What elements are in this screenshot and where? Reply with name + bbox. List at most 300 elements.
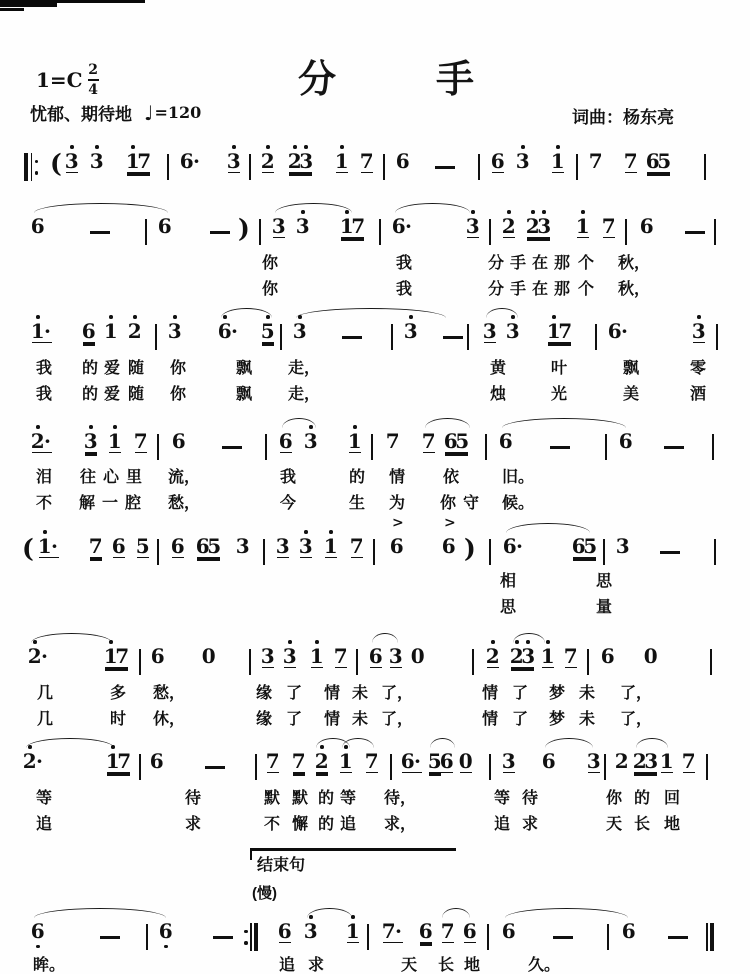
note-digits <box>542 640 554 668</box>
note-digits <box>181 145 201 172</box>
lyric-syllable: 你 <box>170 360 187 377</box>
slur-arc <box>275 203 352 213</box>
lyric-syllable: 走， <box>288 386 321 403</box>
key-label: 1=C <box>36 67 83 92</box>
note-digits <box>441 745 453 773</box>
note-digits <box>609 315 629 342</box>
note-token <box>517 145 529 172</box>
note-digits <box>262 315 274 343</box>
note-digit <box>325 530 337 557</box>
lyric-syllable: 泪 <box>36 469 53 486</box>
lyric-syllable: 在 <box>532 255 549 272</box>
digit-glyph: 1 <box>30 318 45 343</box>
note-token <box>197 530 220 558</box>
note-digits <box>487 640 499 668</box>
lyric-syllable: 追 <box>279 957 296 974</box>
note-digit <box>24 745 36 772</box>
digit-glyph: 3 <box>298 533 313 558</box>
note-digits <box>412 640 424 667</box>
note-digits <box>159 210 171 237</box>
note-token <box>511 640 534 668</box>
augmentation-dot <box>405 210 413 237</box>
note-token <box>402 745 422 773</box>
note-digit <box>620 425 632 452</box>
note-token <box>441 515 456 558</box>
bracket-tick <box>250 851 252 860</box>
digit-glyph: 1 <box>107 428 122 453</box>
note-token <box>127 145 150 173</box>
slur-arc <box>395 203 470 213</box>
digit-glyph: 6 <box>439 748 454 773</box>
note-digit <box>387 425 399 452</box>
note-digit <box>305 915 317 942</box>
note-digits <box>262 145 274 173</box>
note-digit <box>361 145 373 172</box>
note-token <box>279 915 291 943</box>
note-digit <box>577 210 589 237</box>
note-digit <box>113 530 125 557</box>
barline <box>485 434 487 460</box>
lyric-syllable: 黄 <box>490 360 507 377</box>
octave-dot-below-row <box>160 942 172 949</box>
sustain-dash <box>668 936 688 939</box>
digit-glyph: 2 <box>22 748 37 773</box>
slur-arc <box>282 418 316 428</box>
lyric-syllable: 梦 <box>549 685 566 702</box>
tempo-marking <box>144 101 201 125</box>
note-digit <box>152 640 164 667</box>
lyric-syllable: 愁， <box>153 685 186 702</box>
slur-arc <box>26 738 114 748</box>
note-token <box>634 745 657 773</box>
dot-glyph: · <box>395 918 402 943</box>
note-token <box>423 425 435 453</box>
note-token <box>32 210 44 237</box>
note-digits <box>511 640 534 668</box>
note-token <box>83 315 95 343</box>
note-digits <box>565 640 577 668</box>
note-token <box>340 745 352 773</box>
digit-glyph: 7 <box>381 918 396 943</box>
digit-glyph: 7 <box>440 918 455 943</box>
lyric-syllable: 的 <box>634 790 651 807</box>
lyric-syllable: 眸。 <box>33 957 66 974</box>
bar-stroke <box>710 923 714 951</box>
note-token <box>336 145 348 173</box>
note-digit <box>219 315 231 342</box>
note-digits <box>277 530 289 558</box>
barline <box>714 539 716 565</box>
barline <box>356 649 358 675</box>
note-token <box>32 315 52 343</box>
lyric-syllable: 在 <box>532 281 549 298</box>
lyric-syllable: 追 <box>340 816 357 833</box>
digit-glyph: 1 <box>546 318 561 343</box>
lyric-syllable: 久。 <box>528 957 561 974</box>
lyric-syllable: 我 <box>280 469 297 486</box>
lyric-syllable: 长 <box>634 816 651 833</box>
note-token <box>623 915 635 942</box>
note-token <box>492 145 504 173</box>
note-digits <box>203 640 215 667</box>
digit-glyph: 2 <box>260 148 275 173</box>
note-token <box>683 745 695 773</box>
note-digit <box>117 640 129 667</box>
note-digits <box>173 425 185 452</box>
note-digits <box>577 210 589 238</box>
slur-arc <box>442 908 470 918</box>
note-digit <box>443 530 455 557</box>
note-digit <box>517 145 529 172</box>
note-token <box>366 745 378 773</box>
note-token <box>577 210 589 238</box>
note-digit <box>560 315 572 342</box>
digit-glyph: 5 <box>260 318 275 343</box>
slur-arc <box>307 908 352 918</box>
augmentation-dot <box>51 530 59 557</box>
lyric-syllable: 你 <box>606 790 623 807</box>
augmentation-dot <box>231 315 239 342</box>
note-token <box>602 640 614 667</box>
digit-glyph: 7 <box>681 748 696 773</box>
note-digit <box>623 915 635 942</box>
lyric-syllable: 情 <box>482 685 499 702</box>
note-token <box>405 315 417 342</box>
lyric-syllable: 守 <box>463 495 480 512</box>
note-token <box>305 915 317 942</box>
lyric-syllable: 了 <box>512 711 529 728</box>
note-digits <box>507 315 519 342</box>
note-digits <box>543 745 555 772</box>
digit-glyph: 3 <box>691 318 706 343</box>
lyric-syllable: 未 <box>579 711 596 728</box>
augmentation-dot <box>44 425 52 452</box>
lyric-syllable: 求 <box>185 816 202 833</box>
digit-glyph: 2 <box>314 748 329 773</box>
note-digit <box>523 640 535 667</box>
note-digits <box>552 145 564 173</box>
note-digits <box>197 530 220 558</box>
dot-glyph: · <box>41 643 48 668</box>
note-token <box>137 530 149 558</box>
sustain-dash <box>664 446 684 449</box>
digit-glyph: 2 <box>127 318 142 343</box>
note-digit <box>457 425 469 452</box>
accent-mark: > <box>444 515 456 531</box>
digit-glyph: 6 <box>217 318 232 343</box>
lyric-syllable: 情 <box>389 469 406 486</box>
digit-glyph: 2 <box>30 428 45 453</box>
note-token <box>390 640 402 668</box>
digit-glyph: 7 <box>265 748 280 773</box>
sustain-dash <box>90 231 110 234</box>
note-token <box>527 210 550 238</box>
note-digits <box>113 530 125 558</box>
note-token <box>267 745 279 773</box>
note-token <box>573 530 596 558</box>
note-digit <box>169 315 181 342</box>
digit-glyph: 3 <box>235 533 250 558</box>
note-token <box>219 315 239 342</box>
digit-glyph: 3 <box>303 918 318 943</box>
note-token <box>294 315 306 342</box>
lyric-syllable: 未 <box>579 685 596 702</box>
note-token <box>29 640 49 667</box>
note-digits <box>620 425 632 452</box>
slur-arc <box>513 633 545 643</box>
note-digit <box>366 745 378 772</box>
final-barline <box>706 923 714 951</box>
digit-glyph: 3 <box>226 148 241 173</box>
note-token <box>647 145 670 173</box>
digit-glyph: 7 <box>333 643 348 668</box>
lyric-syllable: 秋， <box>618 281 651 298</box>
note-digit <box>503 745 515 772</box>
note-digit <box>172 530 184 557</box>
slur-arc <box>34 908 166 918</box>
note-digits <box>460 745 472 773</box>
lyric-syllable: 多 <box>110 685 127 702</box>
lyric-syllable: 了 <box>286 685 303 702</box>
digit-glyph: 1 <box>105 748 120 773</box>
lyric-syllable: 你 <box>262 255 279 272</box>
note-digits <box>90 530 102 558</box>
note-token <box>237 530 249 557</box>
lyric-syllable: 爱 <box>104 386 121 403</box>
note-token <box>552 145 564 173</box>
note-digit <box>500 425 512 452</box>
lyric-syllable: 分 <box>488 281 505 298</box>
barline <box>383 154 385 180</box>
note-digit <box>129 315 141 342</box>
note-digits <box>351 530 363 558</box>
digit-glyph: 3 <box>644 748 659 773</box>
note-digit <box>160 915 172 942</box>
barline <box>478 154 480 180</box>
note-digit <box>353 210 365 237</box>
note-token <box>105 640 128 668</box>
note-digit <box>370 640 382 667</box>
barline <box>710 649 712 675</box>
note-token <box>105 315 117 342</box>
note-digits <box>617 530 629 557</box>
octave-dot-below-row <box>32 942 44 949</box>
lyric-syllable: 飘 <box>623 360 640 377</box>
note-token <box>151 745 163 772</box>
digit-glyph: 6 <box>645 148 660 173</box>
lyric-syllable: 情 <box>482 711 499 728</box>
lyric-syllable: 心 <box>103 469 120 486</box>
lyric-syllable: 旧。 <box>502 469 535 486</box>
note-digit <box>273 210 285 237</box>
note-token <box>503 915 515 942</box>
note-token <box>159 210 171 237</box>
note-digits <box>24 745 44 772</box>
sustain-dash <box>660 551 680 554</box>
digit-glyph: 6 <box>150 643 165 668</box>
lyric-syllable: 手 <box>510 255 527 272</box>
note-digit <box>203 640 215 667</box>
lyric-syllable: 为 <box>389 495 406 512</box>
digit-glyph: 6 <box>30 213 45 238</box>
note-token <box>503 745 515 773</box>
note-digit <box>565 640 577 667</box>
digit-glyph: 7 <box>385 428 400 453</box>
note-digits <box>391 530 403 557</box>
note-digit <box>391 530 403 557</box>
note-token <box>66 145 78 173</box>
lyric-syllable: 思 <box>500 599 517 616</box>
note-token <box>504 530 524 557</box>
lyric-syllable: 量 <box>596 599 613 616</box>
note-digit <box>228 145 240 172</box>
digit-glyph: 1 <box>659 748 674 773</box>
note-token <box>442 915 454 943</box>
digit-glyph: 6 <box>400 748 415 773</box>
note-digit <box>137 530 149 557</box>
lyric-syllable: 不 <box>36 495 53 512</box>
barline <box>391 324 393 350</box>
lyric-syllable: 相 <box>500 573 517 590</box>
barline <box>249 154 251 180</box>
note-digit <box>609 315 621 342</box>
note-token <box>548 315 571 343</box>
lyric-syllable: 长 <box>438 957 455 974</box>
note-digit <box>349 425 361 452</box>
digit-glyph: 5 <box>427 748 442 773</box>
dot-glyph: · <box>44 318 51 343</box>
lyric-syllable: 我 <box>36 360 53 377</box>
note-token <box>361 145 373 173</box>
note-digit <box>661 745 673 772</box>
barline <box>145 219 147 245</box>
note-digit <box>32 425 44 452</box>
note-token <box>620 425 632 452</box>
digit-glyph: 3 <box>299 148 314 173</box>
lyric-syllable: 分 <box>488 255 505 272</box>
note-digit <box>267 745 279 772</box>
note-token <box>280 425 292 453</box>
sustain-dash <box>550 446 570 449</box>
bar-stroke <box>24 153 28 181</box>
note-digits <box>645 640 657 667</box>
note-digits <box>335 640 347 668</box>
barline <box>714 219 716 245</box>
digit-glyph: 5 <box>455 428 470 453</box>
augmentation-dot <box>395 915 403 942</box>
note-token <box>160 915 172 948</box>
lyric-syllable: 个 <box>578 255 595 272</box>
note-digits <box>83 315 95 343</box>
parenthesis: ( <box>50 149 62 178</box>
digit-glyph: 3 <box>271 213 286 238</box>
note-token <box>129 315 141 342</box>
note-digits <box>109 425 121 453</box>
note-digit <box>429 745 441 772</box>
lyric-syllable: 未 <box>352 711 369 728</box>
note-digits <box>311 640 323 668</box>
note-token <box>590 145 602 172</box>
lyric-syllable: 美 <box>623 386 640 403</box>
digit-glyph: 7 <box>349 533 364 558</box>
note-digit <box>109 425 121 452</box>
note-digits <box>273 210 285 238</box>
note-digits <box>588 745 600 773</box>
note-digits <box>423 425 435 453</box>
note-digit <box>297 210 309 237</box>
note-digit <box>487 640 499 667</box>
note-digits <box>325 530 337 558</box>
digit-glyph: 1 <box>309 643 324 668</box>
lyric-syllable: 了， <box>381 711 414 728</box>
note-token <box>542 640 554 668</box>
note-digits <box>504 530 524 557</box>
barline <box>603 539 605 565</box>
note-digit <box>539 210 551 237</box>
digit-glyph: 0 <box>410 643 425 668</box>
note-token <box>588 745 600 773</box>
note-digit <box>492 145 504 172</box>
note-digits <box>347 915 359 943</box>
digit-glyph: 1 <box>338 748 353 773</box>
lyric-syllable: 个 <box>578 281 595 298</box>
note-digits <box>517 145 529 172</box>
note-digits <box>484 315 496 343</box>
digit-glyph: 2 <box>27 643 42 668</box>
barline <box>259 219 261 245</box>
digit-glyph: 7 <box>88 533 103 558</box>
note-token <box>262 640 274 668</box>
slur-arc <box>31 633 112 643</box>
lyric-syllable: 秋， <box>618 255 651 272</box>
note-digits <box>228 145 240 173</box>
note-token <box>609 315 629 342</box>
barline <box>487 924 489 950</box>
note-digits <box>603 210 615 238</box>
lyric-syllable: 飘 <box>236 360 253 377</box>
digit-glyph: 5 <box>583 533 598 558</box>
lyric-syllable: 烛 <box>490 386 507 403</box>
lyric-syllable: 了 <box>286 711 303 728</box>
lyric-syllable: 的 <box>349 469 366 486</box>
slur-arc <box>342 738 374 748</box>
note-digits <box>32 915 44 942</box>
note-digit <box>340 745 352 772</box>
lyric-syllable: 的 <box>318 790 335 807</box>
digit-glyph: 6 <box>149 748 164 773</box>
slur-arc <box>296 308 446 318</box>
sustain-dash <box>210 231 230 234</box>
slur-arc <box>502 418 626 428</box>
digit-glyph: 6 <box>278 428 293 453</box>
accent-mark: > <box>392 515 404 531</box>
note-digit <box>590 145 602 172</box>
note-digit <box>293 745 305 772</box>
digit-glyph: 7 <box>115 643 130 668</box>
note-digits <box>387 425 399 452</box>
lyric-syllable: 等 <box>36 790 53 807</box>
note-token <box>32 915 44 948</box>
digit-glyph: 5 <box>135 533 150 558</box>
note-digit <box>441 745 453 772</box>
barline <box>379 219 381 245</box>
note-digit <box>412 640 424 667</box>
note-digits <box>267 745 279 773</box>
barline <box>371 434 373 460</box>
note-digit <box>507 315 519 342</box>
key-signature <box>36 62 99 98</box>
barline <box>706 754 708 780</box>
